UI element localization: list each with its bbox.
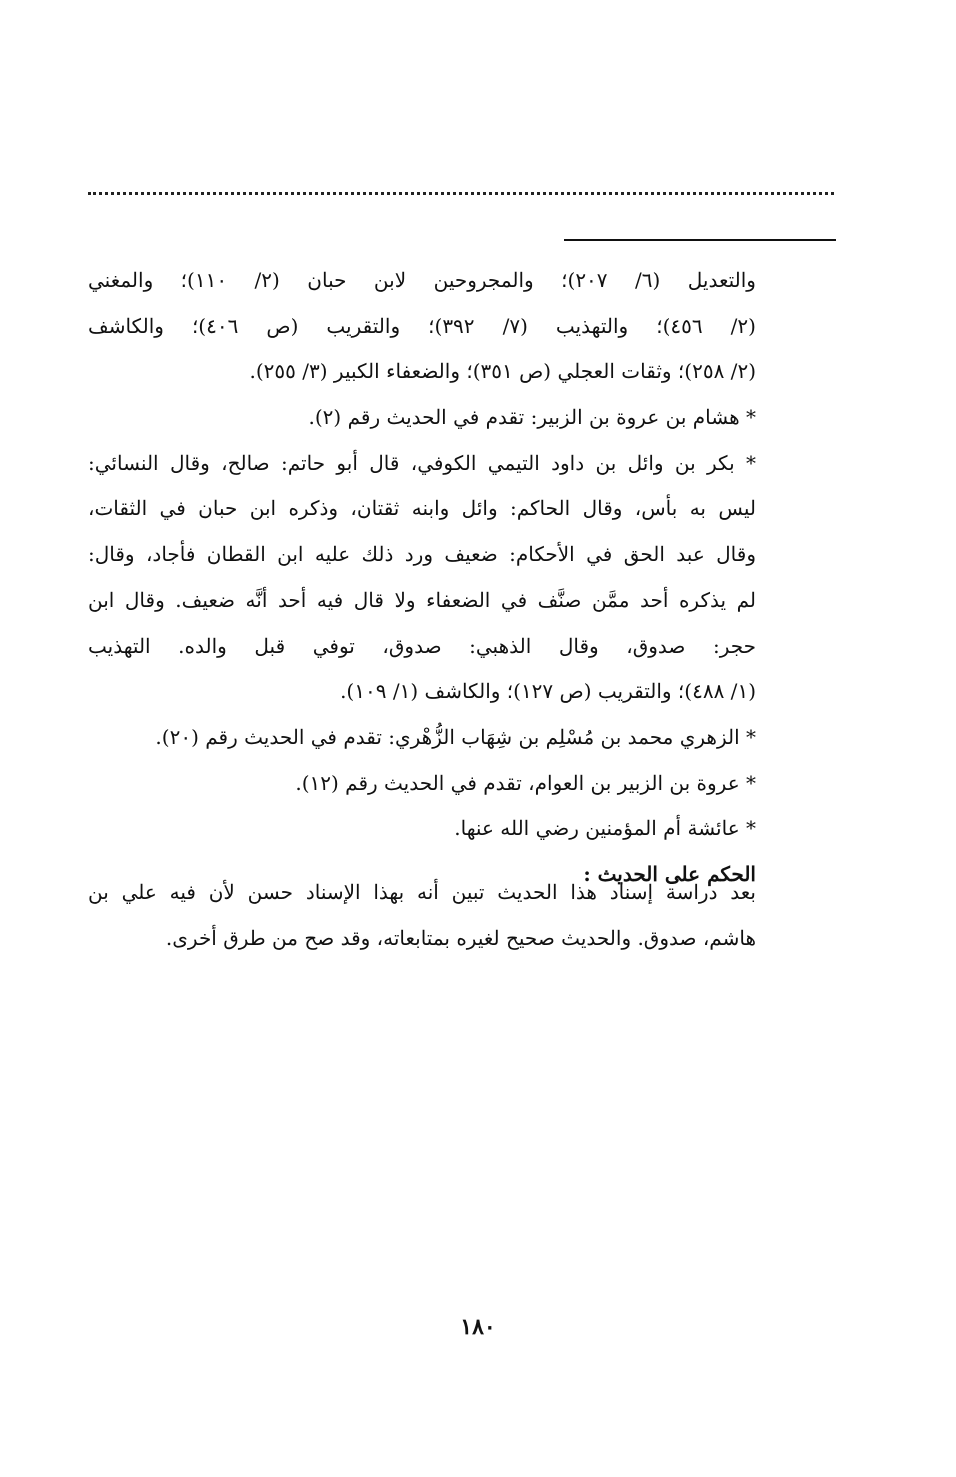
ruling-line: هاشم، صدوق. والحديث صحيح لغيره بمتابعاته، وقد صح من طرق أخرى. xyxy=(165,925,756,950)
narrator-entry-zuhri: * الزهري محمد بن مُسْلِم بن شِهَاب الزُّهْري: تقدم في الحديث رقم (٢٠). xyxy=(155,724,756,749)
narrator-entry-aisha: * عائشة أم المؤمنين رضي الله عنها. xyxy=(454,816,756,841)
footnote-block xyxy=(88,258,756,898)
narrator-entry-bakr-cont: وقال عبد الحق في الأحكام: ضعيف ورد ذلك عليه ابن القطان فأجاد، وقال: xyxy=(88,542,756,567)
ruling-line: بعد دراسة إسناد هذا الحديث تبين أنه بهذا الإسناد حسن لأن فيه علي بن xyxy=(88,880,756,904)
footnote-line: (٢/ ٢٥٨)؛ وثقات العجلي (ص ٣٥١)؛ والضعفاء الكبير (٣/ ٢٥٥). xyxy=(249,359,756,384)
narrator-entry-bakr-cont: (١/ ٤٨٨)؛ والتقريب (ص ١٢٧)؛ والكاشف (١/ ١٠٩). xyxy=(340,679,756,704)
narrator-entry-bakr-cont: ليس به بأس، وقال الحاكم: وائل وابنه ثقتان، وذكره ابن حبان في الثقات، xyxy=(88,496,756,521)
narrator-entry-bakr: * بكر بن وائل بن داود التيمي الكوفي، قال أبو حاتم: صالح، وقال النسائي: xyxy=(88,450,756,475)
page-number: ١٨٠ xyxy=(460,1314,496,1340)
footnote-line: (٢/ ٤٥٦)؛ والتهذيب (٧/ ٣٩٢)؛ والتقريب (ص ٤٠٦)؛ والكاشف xyxy=(88,313,756,338)
narrator-entry-bakr-cont: لم يذكره أحد ممَّن صنَّف في الضعفاء ولا قال فيه أحد أنَّه ضعيف. وقال ابن xyxy=(88,587,756,612)
narrator-entry-hisham: * هشام بن عروة بن الزبير: تقدم في الحديث رقم (٢). xyxy=(308,405,756,430)
footnote-rule xyxy=(564,239,836,241)
narrator-entry-urwa: * عروة بن الزبير بن العوام، تقدم في الحديث رقم (١٢). xyxy=(295,770,756,795)
footnote-line: والتعديل (٦/ ٢٠٧)؛ والمجروحين لابن حبان (٢/ ١١٠)؛ والمغني xyxy=(88,268,756,292)
dotted-separator xyxy=(88,192,834,195)
ruling-paragraph xyxy=(88,870,756,961)
narrator-entry-bakr-cont: حجر: صدوق، وقال الذهبي: صدوق، توفي قبل والده. التهذيب xyxy=(88,633,756,658)
ruling-heading: الحكم على الحديث : xyxy=(583,861,756,886)
